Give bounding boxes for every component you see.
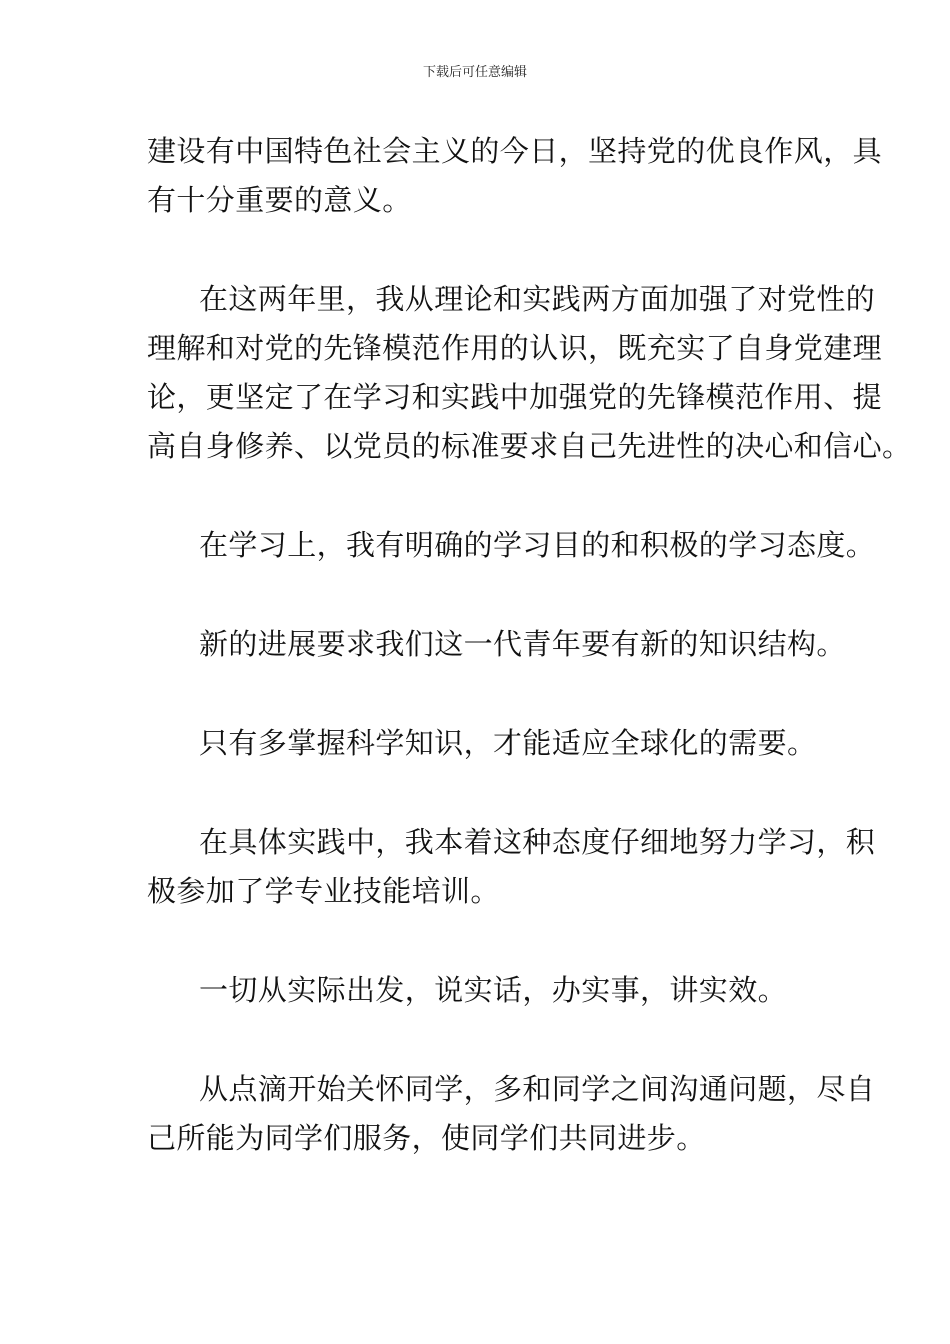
paragraph-8 (147, 1065, 876, 1163)
paragraph-line: 从点滴开始关怀同学，多和同学之间沟通问题，尽自 (199, 1072, 876, 1106)
page-header: 下载后可任意编辑 (422, 65, 527, 80)
paragraph-line: 在学习上，我有明确的学习目的和积极的学习态度。 (199, 528, 876, 562)
paragraph-7 (147, 966, 807, 1015)
paragraph-line: 理解和对党的先锋模范作用的认识，既充实了自身党建理 (147, 331, 883, 365)
paragraph-spacer (147, 1015, 807, 1065)
paragraph-line: 只有多掌握科学知识，才能适应全球化的需要。 (199, 726, 817, 760)
paragraph-line: 在具体实践中，我本着这种态度仔细地努力学习，积 (199, 825, 876, 859)
paragraph-4 (147, 620, 846, 669)
paragraph-spacer (147, 916, 807, 966)
paragraph-line: 己所能为同学们服务，使同学们共同进步。 (147, 1121, 706, 1155)
paragraph-3 (147, 521, 876, 570)
paragraph-line: 新的进展要求我们这一代青年要有新的知识结构。 (199, 627, 846, 661)
paragraph-spacer (147, 768, 807, 818)
paragraph-line: 在这两年里，我从理论和实践两方面加强了对党性的 (199, 282, 876, 316)
paragraph-line: 高自身修养、以党员的标准要求自己先进性的决心和信心。 (147, 429, 912, 463)
paragraph-line: 一切从实际出发，说实话，办实事，讲实效。 (199, 973, 788, 1007)
paragraph-line: 论，更坚定了在学习和实践中加强党的先锋模范作用、提 (147, 380, 883, 414)
paragraph-line: 建设有中国特色社会主义的今日，坚持党的优良作风，具 (147, 134, 883, 168)
paragraph-2 (147, 275, 912, 471)
paragraph-spacer (147, 570, 807, 620)
paragraph-6 (147, 818, 876, 916)
paragraph-spacer (147, 471, 807, 521)
paragraph-line: 有十分重要的意义。 (147, 183, 412, 217)
paragraph-spacer (147, 669, 807, 719)
paragraph-line: 极参加了学专业技能培训。 (147, 874, 500, 908)
document-body (147, 127, 912, 1163)
paragraph-spacer (147, 225, 807, 275)
paragraph-1 (147, 127, 883, 225)
paragraph-5 (147, 719, 817, 768)
